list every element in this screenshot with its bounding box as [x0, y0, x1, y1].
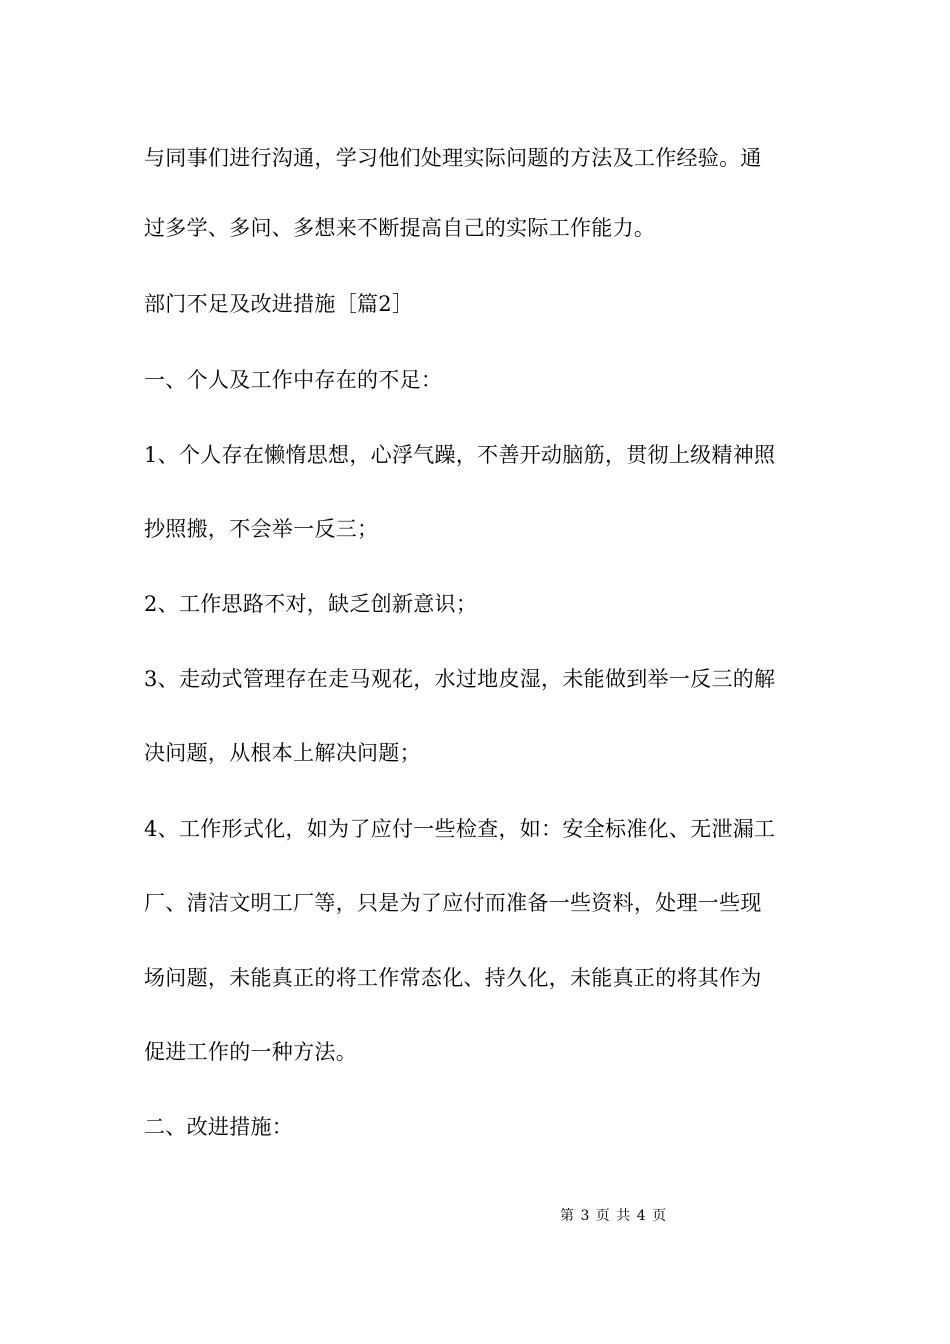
list-item-text: 2、工作思路不对，缺乏创新意识； — [144, 592, 478, 616]
list-item-text: 厂、清洁文明工厂等，只是为了应付而准备一些资料，处理一些现 — [144, 891, 762, 915]
list-item-text: 决问题，从根本上解决问题； — [144, 741, 421, 765]
list-item-text: 3、走动式管理存在走马观花，水过地皮湿，未能做到举一反三的解 — [144, 667, 776, 691]
list-item-text: 促进工作的一种方法。 — [144, 1040, 357, 1064]
page-number-footer: 第 3 页 共 4 页 — [560, 1208, 668, 1224]
body-text-line: 过多学、多问、多想来不断提高自己的实际工作能力。 — [144, 216, 656, 240]
section-heading: 部门不足及改进措施［篇2］ — [144, 292, 414, 316]
list-item-text: 场问题，未能真正的将工作常态化、持久化，未能真正的将其作为 — [144, 966, 762, 990]
list-item-text: 抄照搬，不会举一反三； — [144, 517, 379, 541]
list-item-text: 4、工作形式化，如为了应付一些检查，如：安全标准化、无泄漏工 — [144, 817, 776, 841]
body-text-line: 与同事们进行沟通，学习他们处理实际问题的方法及工作经验。通 — [144, 146, 762, 170]
subsection-heading: 一、个人及工作中存在的不足： — [144, 368, 443, 392]
list-item-text: 1、个人存在懒惰思想，心浮气躁，不善开动脑筋，贯彻上级精神照 — [144, 443, 776, 467]
subsection-heading: 二、改进措施： — [144, 1115, 294, 1139]
